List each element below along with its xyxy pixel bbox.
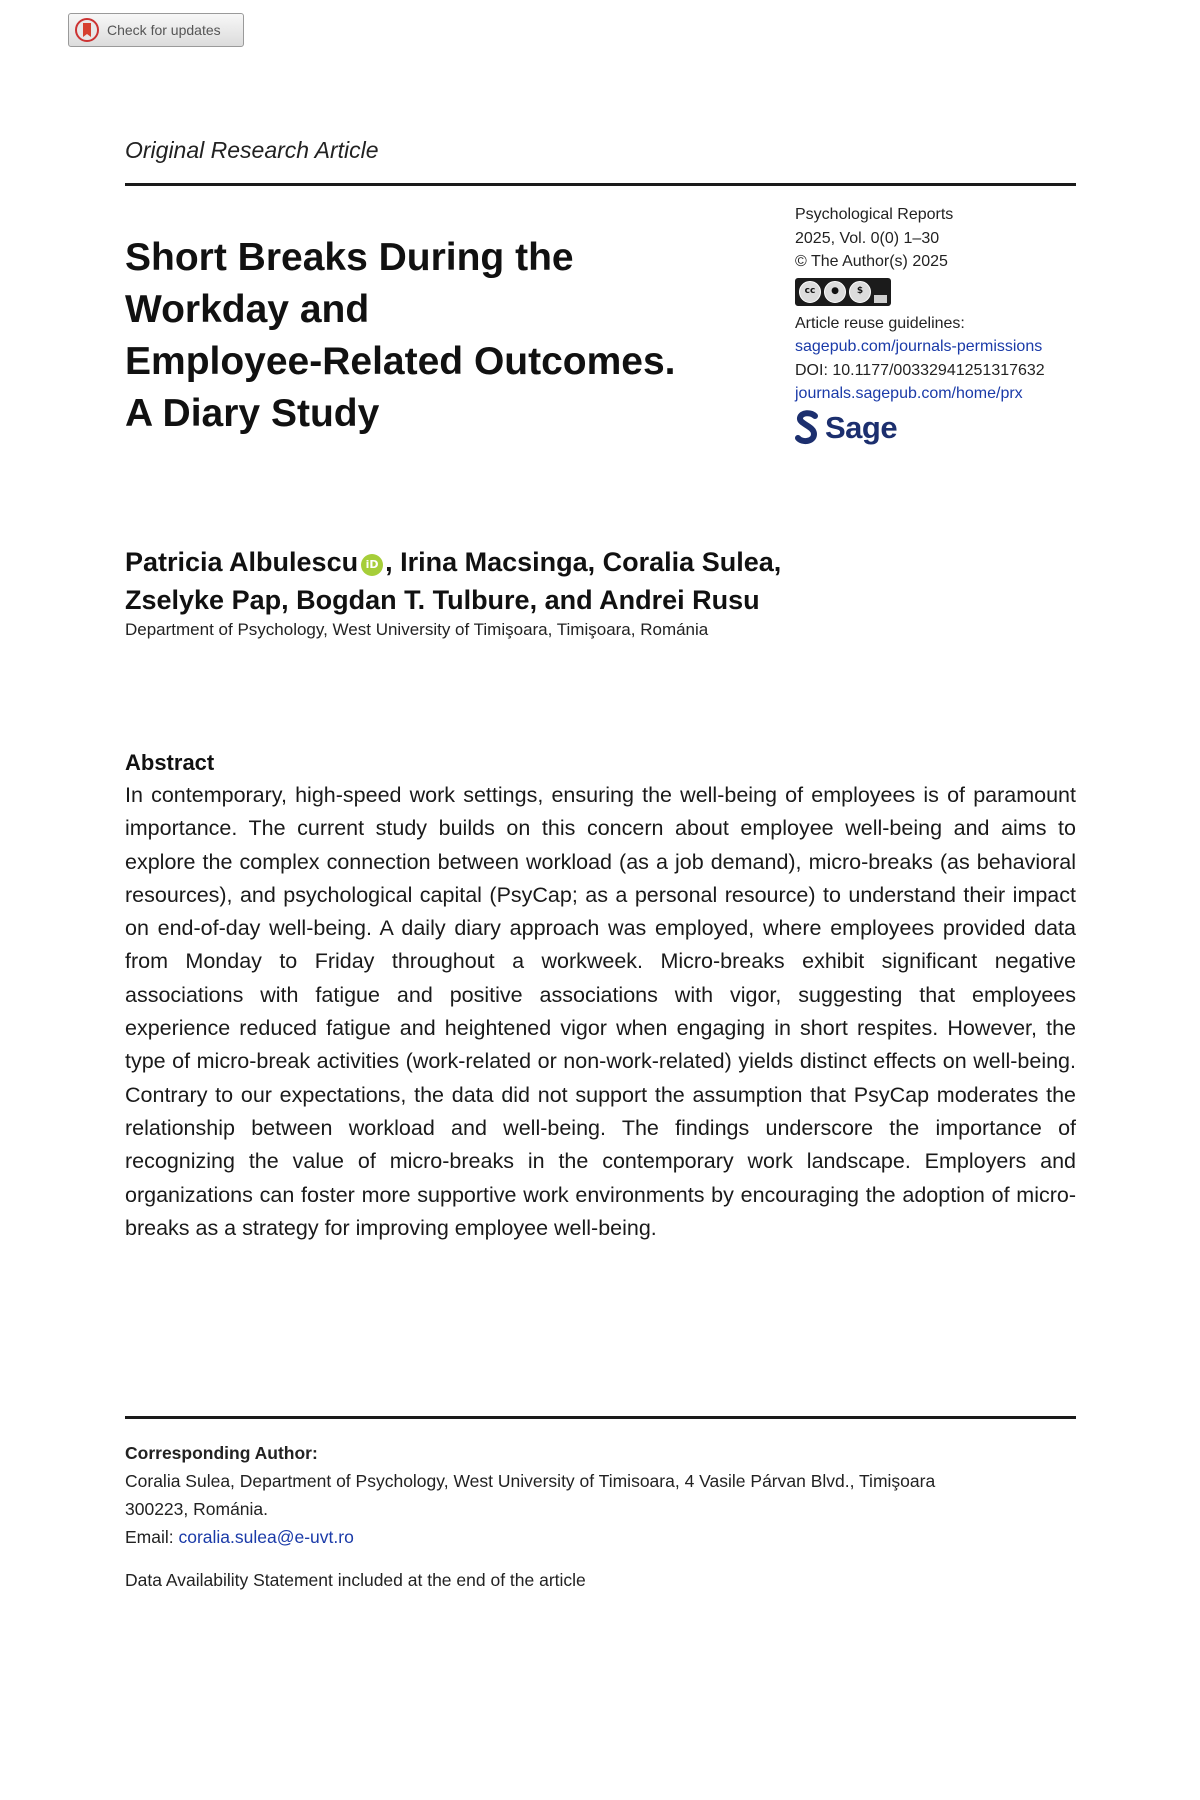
corresponding-address-cont: 300223, Románia. — [125, 1499, 269, 1519]
check-for-updates-icon — [75, 18, 99, 42]
author-line-2: Zselyke Pap, Bogdan T. Tulbure, and Andrei Rusu — [125, 585, 760, 615]
corresponding-author-block — [125, 1439, 1076, 1594]
sage-wordmark: Sage — [825, 409, 898, 445]
check-for-updates-button[interactable] — [68, 13, 244, 47]
abstract-body: In contemporary, high-speed work settings, ensuring the well-being of employees is of paramount importance. The current study builds on this concern about employee well-being and aims to explore the complex connection between workload (as a job demand), micro-breaks (as behavioral resources), and psychological capital (PsyCap; as a personal resource) to understand their impact on end-of-day well-being. A daily diary approach was employed, where employees provided data from Monday to Friday throughout a workweek. Micro-breaks exhibit significant negative associations with fatigue and positive associations with vigor, suggesting that employees experience reduced fatigue and heightened vigor when engaging in short respites. However, the type of micro-break activities (work-related or non-work-related) yields distinct effects on well-being. Contrary to our expectations, the data did not support the assumption that PsyCap moderates the relationship between workload and well-being. The findings underscore the importance of recognizing the value of micro-breaks in the contemporary work landscape. Employers and organizations can foster more supportive work environments by encouraging the adoption of micro-breaks as a strategy for improving employee well-being. — [125, 783, 1076, 1240]
cc-by-nc-license-icon[interactable]: cc ● $ — [795, 278, 891, 306]
reuse-link[interactable]: sagepub.com/journals-permissions — [795, 338, 1043, 355]
journal-name: Psychological Reports — [795, 206, 954, 223]
journal-volume: 2025, Vol. 0(0) 1–30 — [795, 229, 940, 247]
title-line: Employee-Related Outcomes. — [125, 340, 676, 383]
author-list — [125, 543, 1085, 619]
article-type: Original Research Article — [125, 137, 379, 163]
title-line: Workday and — [125, 288, 370, 331]
journal-copyright: © The Author(s) 2025 — [795, 253, 948, 270]
title-line: A Diary Study — [125, 392, 380, 435]
email-link[interactable]: coralia.sulea@e-uvt.ro — [178, 1527, 354, 1547]
corresponding-heading: Corresponding Author: — [125, 1443, 318, 1463]
journal-home-link[interactable]: journals.sagepub.com/home/prx — [795, 385, 1023, 402]
reuse-label: Article reuse guidelines: — [795, 314, 965, 332]
journal-info — [795, 203, 1085, 446]
affiliation: Department of Psychology, West University of Timişoara, Timişoara, Románia — [125, 620, 709, 639]
sage-s-icon — [795, 410, 819, 446]
author-first: Patricia Albulescu — [125, 547, 359, 577]
corresponding-address: Coralia Sulea, Department of Psychology, West University of Timisoara, 4 Vasile Párvan Blvd., Timişoara — [125, 1471, 936, 1491]
data-availability-statement: Data Availability Statement included at the end of the article — [125, 1570, 586, 1590]
article-title — [125, 232, 765, 440]
orcid-icon[interactable]: iD — [361, 554, 383, 576]
title-line: Short Breaks During the — [125, 236, 574, 279]
email-label: Email: — [125, 1527, 179, 1547]
sage-logo — [795, 410, 1085, 446]
author-rest: , Irina Macsinga, Coralia Sulea, — [385, 547, 782, 577]
top-divider — [125, 183, 1076, 186]
bottom-divider — [125, 1416, 1076, 1419]
check-for-updates-label: Check for updates — [107, 22, 221, 38]
abstract-heading: Abstract — [125, 750, 215, 775]
doi: DOI: 10.1177/00332941251317632 — [795, 361, 1045, 379]
